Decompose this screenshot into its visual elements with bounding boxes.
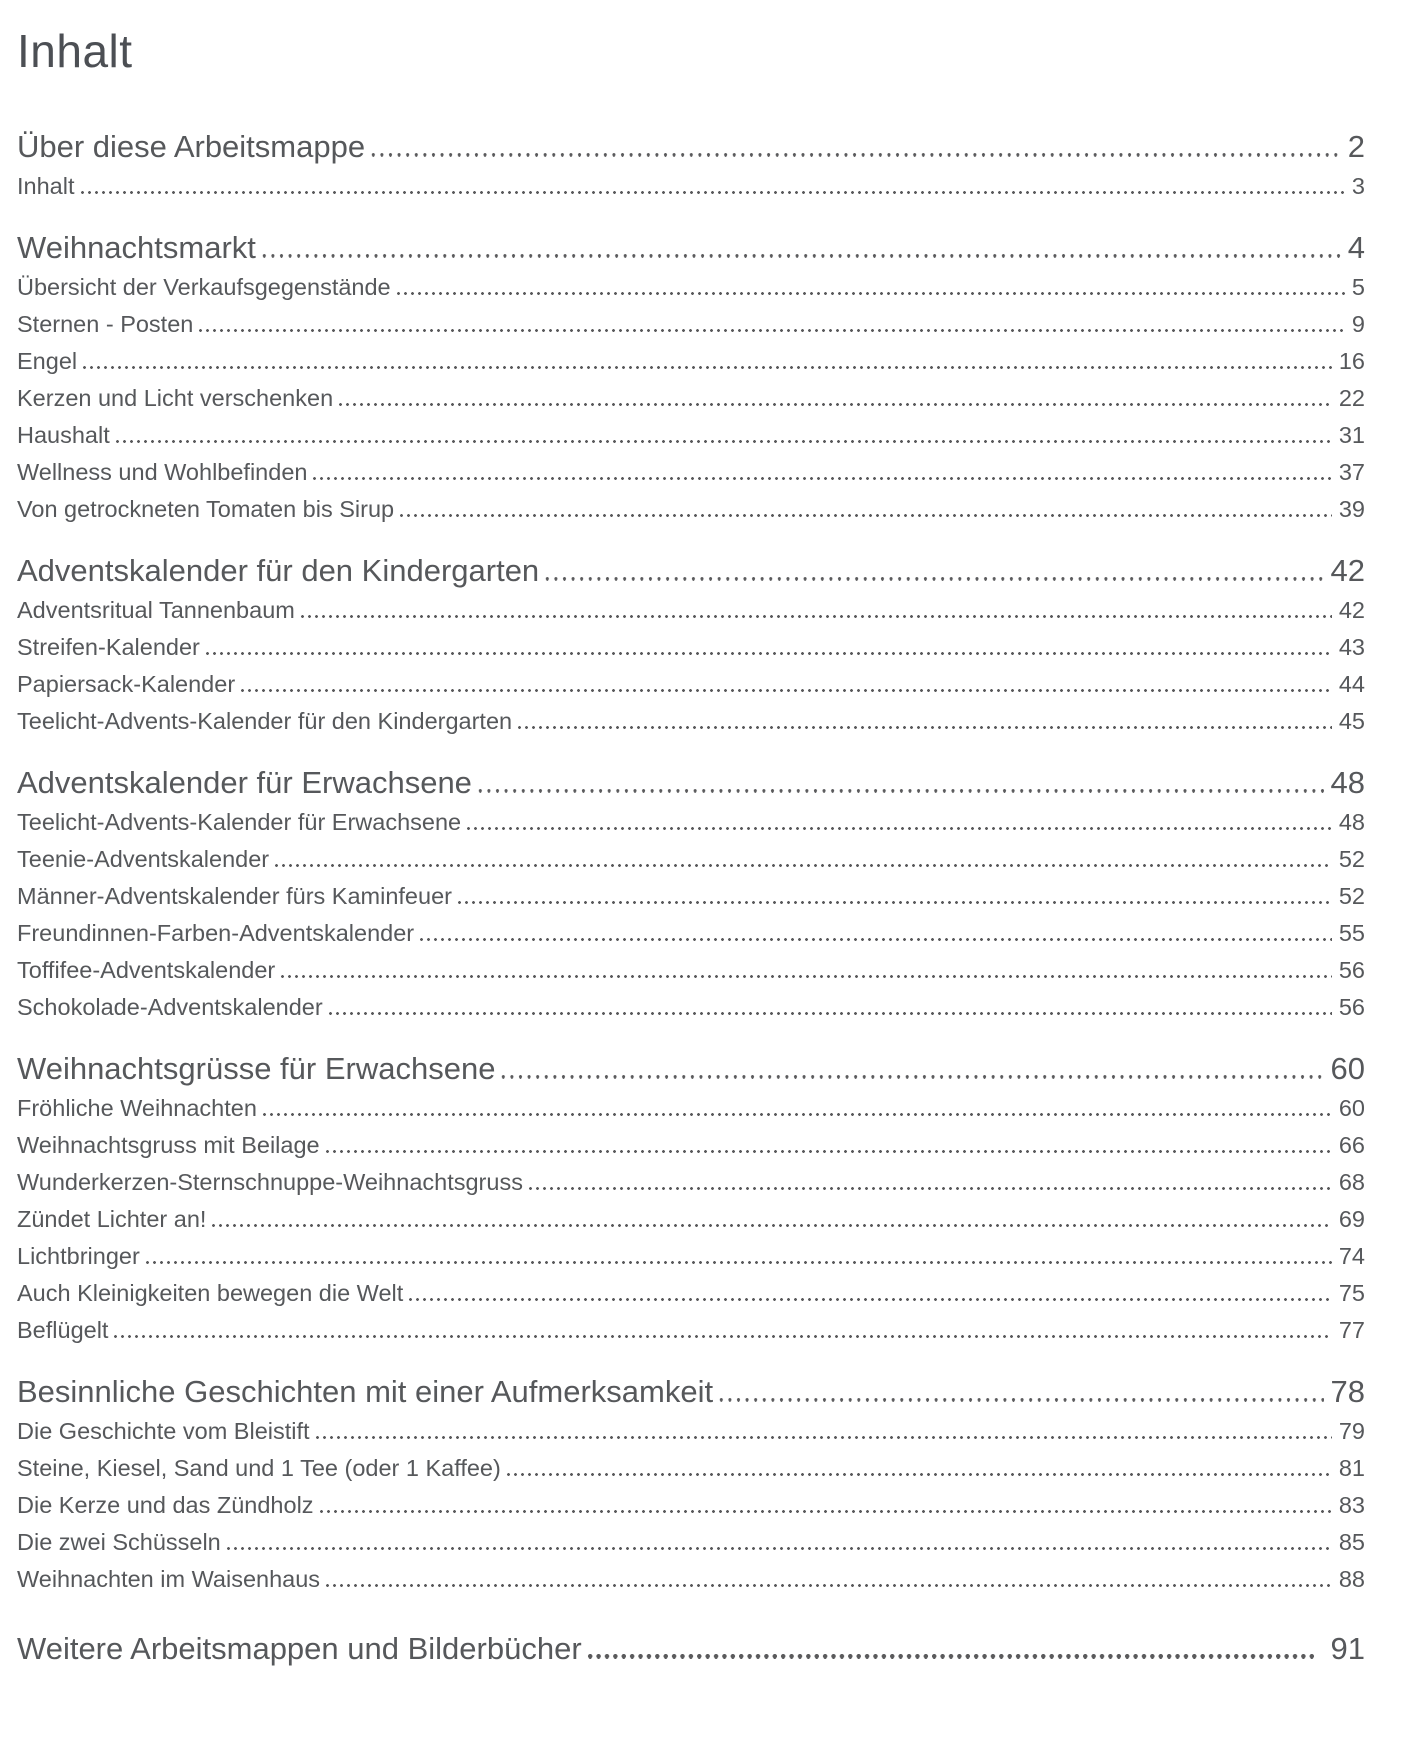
toc-entry-page: 42 (1330, 552, 1365, 588)
dot-leader (456, 901, 1332, 904)
toc-entry-label: Engel (17, 347, 78, 374)
toc-entry-page: 42 (1338, 596, 1365, 623)
toc-entry[interactable] (17, 126, 1365, 168)
toc-entry[interactable] (17, 417, 1365, 454)
toc-entry[interactable] (17, 269, 1365, 306)
toc-entry-page: 48 (1330, 764, 1365, 800)
toc-entry-page: 5 (1351, 273, 1365, 300)
toc-entry-label: Die zwei Schüsseln (17, 1528, 221, 1555)
dot-leader (407, 1298, 1332, 1301)
toc-entry-label: Weitere Arbeitsmappen und Bilderbücher (17, 1630, 582, 1666)
toc-entry[interactable] (17, 1201, 1365, 1238)
toc-entry-page: 37 (1338, 458, 1365, 485)
toc-entry-page: 52 (1338, 845, 1365, 872)
toc-entry-page: 78 (1330, 1373, 1365, 1409)
toc-entry[interactable] (17, 227, 1365, 269)
toc-entry-label: Männer-Adventskalender fürs Kaminfeuer (17, 882, 452, 909)
toc-entry-page: 9 (1351, 310, 1365, 337)
dot-leader (586, 1654, 1315, 1658)
dot-leader (516, 726, 1332, 729)
toc-entry-page: 48 (1338, 808, 1365, 835)
toc-entry-label: Toffifee-Adventskalender (17, 956, 276, 983)
toc-entry[interactable] (17, 1127, 1365, 1164)
dot-leader (144, 1261, 1332, 1264)
toc-entry-label: Sternen - Posten (17, 310, 194, 337)
dot-leader (418, 938, 1332, 941)
toc-entry-label: Die Geschichte vom Bleistift (17, 1417, 310, 1444)
toc-entry[interactable] (17, 1371, 1365, 1413)
dot-leader (239, 689, 1332, 692)
dot-leader (337, 403, 1332, 406)
toc-entry-label: Weihnachten im Waisenhaus (17, 1565, 321, 1592)
toc-entry[interactable] (17, 1238, 1365, 1275)
toc-entry[interactable] (17, 1524, 1365, 1561)
toc-entry[interactable] (17, 592, 1365, 629)
dot-leader (197, 329, 1345, 332)
dot-leader (369, 153, 1341, 156)
toc-entry-page: 22 (1338, 384, 1365, 411)
toc-entry[interactable] (17, 343, 1365, 380)
toc-entry-label: Streifen-Kalender (17, 633, 200, 660)
toc-entry-page: 56 (1338, 956, 1365, 983)
dot-leader (204, 652, 1332, 655)
dot-leader (260, 254, 1341, 257)
toc-entry-label: Weihnachtsgruss mit Beilage (17, 1131, 320, 1158)
dot-leader (324, 1584, 1332, 1587)
dot-leader (261, 1113, 1332, 1116)
toc-entry-label: Teenie-Adventskalender (17, 845, 270, 872)
toc-entry[interactable] (17, 1413, 1365, 1450)
dot-leader (476, 789, 1324, 792)
toc-entry-label: Weihnachtsgrüsse für Erwachsene (17, 1050, 496, 1086)
toc-entry-label: Übersicht der Verkaufsgegenstände (17, 273, 391, 300)
toc-entry-label: Adventskalender für den Kindergarten (17, 552, 540, 588)
toc-entry-label: Die Kerze und das Zündholz (17, 1491, 314, 1518)
dot-leader (112, 1335, 1331, 1338)
toc-entry-label: Schokolade-Adventskalender (17, 993, 323, 1020)
dot-leader (398, 514, 1332, 517)
toc-entry[interactable] (17, 666, 1365, 703)
dot-leader (299, 615, 1332, 618)
toc-entry-page: 44 (1338, 670, 1365, 697)
toc-entry-page: 52 (1338, 882, 1365, 909)
toc-entry-label: Steine, Kiesel, Sand und 1 Tee (oder 1 Kaffee) (17, 1454, 501, 1481)
toc-entry-label: Inhalt (17, 172, 75, 199)
page-title: Inhalt (17, 25, 133, 77)
dot-leader (311, 477, 1331, 480)
toc-entry[interactable] (17, 952, 1365, 989)
toc-entry-label: Lichtbringer (17, 1242, 140, 1269)
toc-entry-page: 88 (1338, 1565, 1365, 1592)
toc-entry-page: 2 (1347, 128, 1365, 164)
toc-entry-label: Freundinnen-Farben-Adventskalender (17, 919, 415, 946)
toc-entry[interactable] (17, 841, 1365, 878)
toc-entry-label: Auch Kleinigkeiten bewegen die Welt (17, 1279, 404, 1306)
dot-leader (210, 1224, 1331, 1227)
dot-leader (717, 1398, 1323, 1401)
toc-entry-label: Fröhliche Weihnachten (17, 1094, 257, 1121)
toc-entry-page: 75 (1338, 1279, 1365, 1306)
toc-entry-label: Zündet Lichter an! (17, 1205, 207, 1232)
dot-leader (395, 292, 1345, 295)
toc-entry-label: Weihnachtsmarkt (17, 229, 256, 265)
dot-leader (465, 827, 1332, 830)
toc-entry-label: Haushalt (17, 421, 110, 448)
toc-entry-page: 60 (1338, 1094, 1365, 1121)
toc-entry-page: 85 (1338, 1528, 1365, 1555)
toc-entry-page: 39 (1338, 495, 1365, 522)
toc-entry[interactable] (17, 804, 1365, 841)
toc-entry[interactable] (17, 1164, 1365, 1201)
toc-entry-page: 83 (1338, 1491, 1365, 1518)
toc-entry-page: 56 (1338, 993, 1365, 1020)
toc-entry[interactable] (17, 1090, 1365, 1127)
toc-entry-label: Teelicht-Advents-Kalender für den Kindergarten (17, 707, 513, 734)
dot-leader (279, 975, 1332, 978)
dot-leader (327, 1012, 1332, 1015)
dot-leader (505, 1473, 1332, 1476)
toc-entry-page: 4 (1347, 229, 1365, 265)
toc-entry-label: Teelicht-Advents-Kalender für Erwachsene (17, 808, 462, 835)
toc-entry-label: Von getrockneten Tomaten bis Sirup (17, 495, 395, 522)
dot-leader (81, 366, 1332, 369)
toc-entry[interactable] (17, 915, 1365, 952)
toc-entry-label: Adventsritual Tannenbaum (17, 596, 295, 623)
toc-entry-page: 81 (1338, 1454, 1365, 1481)
dot-leader (324, 1150, 1332, 1153)
toc-entry-label: Papiersack-Kalender (17, 670, 236, 697)
toc-entry[interactable] (17, 1312, 1365, 1349)
toc-entry-page: 74 (1338, 1242, 1365, 1269)
dot-leader (314, 1436, 1332, 1439)
toc-entry[interactable] (17, 1628, 1365, 1670)
toc-entry-label: Adventskalender für Erwachsene (17, 764, 472, 800)
toc-entry[interactable] (17, 1487, 1365, 1524)
toc-entry[interactable] (17, 306, 1365, 343)
toc-entry[interactable] (17, 454, 1365, 491)
dot-leader (79, 191, 1345, 194)
toc-entry[interactable] (17, 989, 1365, 1026)
dot-leader (499, 1075, 1323, 1078)
dot-leader (273, 864, 1332, 867)
toc-entry-page: 43 (1338, 633, 1365, 660)
toc-entry-label: Kerzen und Licht verschenken (17, 384, 334, 411)
toc-entry-page: 16 (1338, 347, 1365, 374)
toc-entry-page: 69 (1338, 1205, 1365, 1232)
toc-entry[interactable] (17, 550, 1365, 592)
toc-entry-page: 79 (1338, 1417, 1365, 1444)
toc-entry-label: Über diese Arbeitsmappe (17, 128, 366, 164)
toc-entry[interactable] (17, 491, 1365, 528)
toc-entry[interactable] (17, 1048, 1365, 1090)
toc-entry-page: 60 (1330, 1050, 1365, 1086)
toc-entry-label: Beflügelt (17, 1316, 109, 1343)
toc-entry-page: 91 (1330, 1630, 1365, 1666)
toc-entry-page: 45 (1338, 707, 1365, 734)
toc-entry-label: Wellness und Wohlbefinden (17, 458, 308, 485)
toc-entry-page: 31 (1338, 421, 1365, 448)
toc-entry[interactable] (17, 878, 1365, 915)
toc-entry[interactable] (17, 1450, 1365, 1487)
toc-entry[interactable] (17, 1275, 1365, 1312)
toc-entry[interactable] (17, 762, 1365, 804)
dot-leader (527, 1187, 1332, 1190)
toc-list (17, 126, 1365, 1670)
toc-entry-label: Wunderkerzen-Sternschnuppe-Weihnachtsgruss (17, 1168, 523, 1195)
toc-entry[interactable] (17, 380, 1365, 417)
toc-entry[interactable] (17, 629, 1365, 666)
toc-entry[interactable] (17, 703, 1365, 740)
toc-entry[interactable] (17, 168, 1365, 205)
toc-entry-label: Besinnliche Geschichten mit einer Aufmerksamkeit (17, 1373, 714, 1409)
toc-entry-page: 77 (1338, 1316, 1365, 1343)
dot-leader (543, 577, 1323, 580)
toc-entry-page: 68 (1338, 1168, 1365, 1195)
toc-entry-page: 3 (1351, 172, 1365, 199)
dot-leader (225, 1547, 1332, 1550)
dot-leader (318, 1510, 1332, 1513)
toc-entry-page: 66 (1338, 1131, 1365, 1158)
dot-leader (114, 440, 1332, 443)
toc-entry-page: 55 (1338, 919, 1365, 946)
toc-entry[interactable] (17, 1561, 1365, 1598)
